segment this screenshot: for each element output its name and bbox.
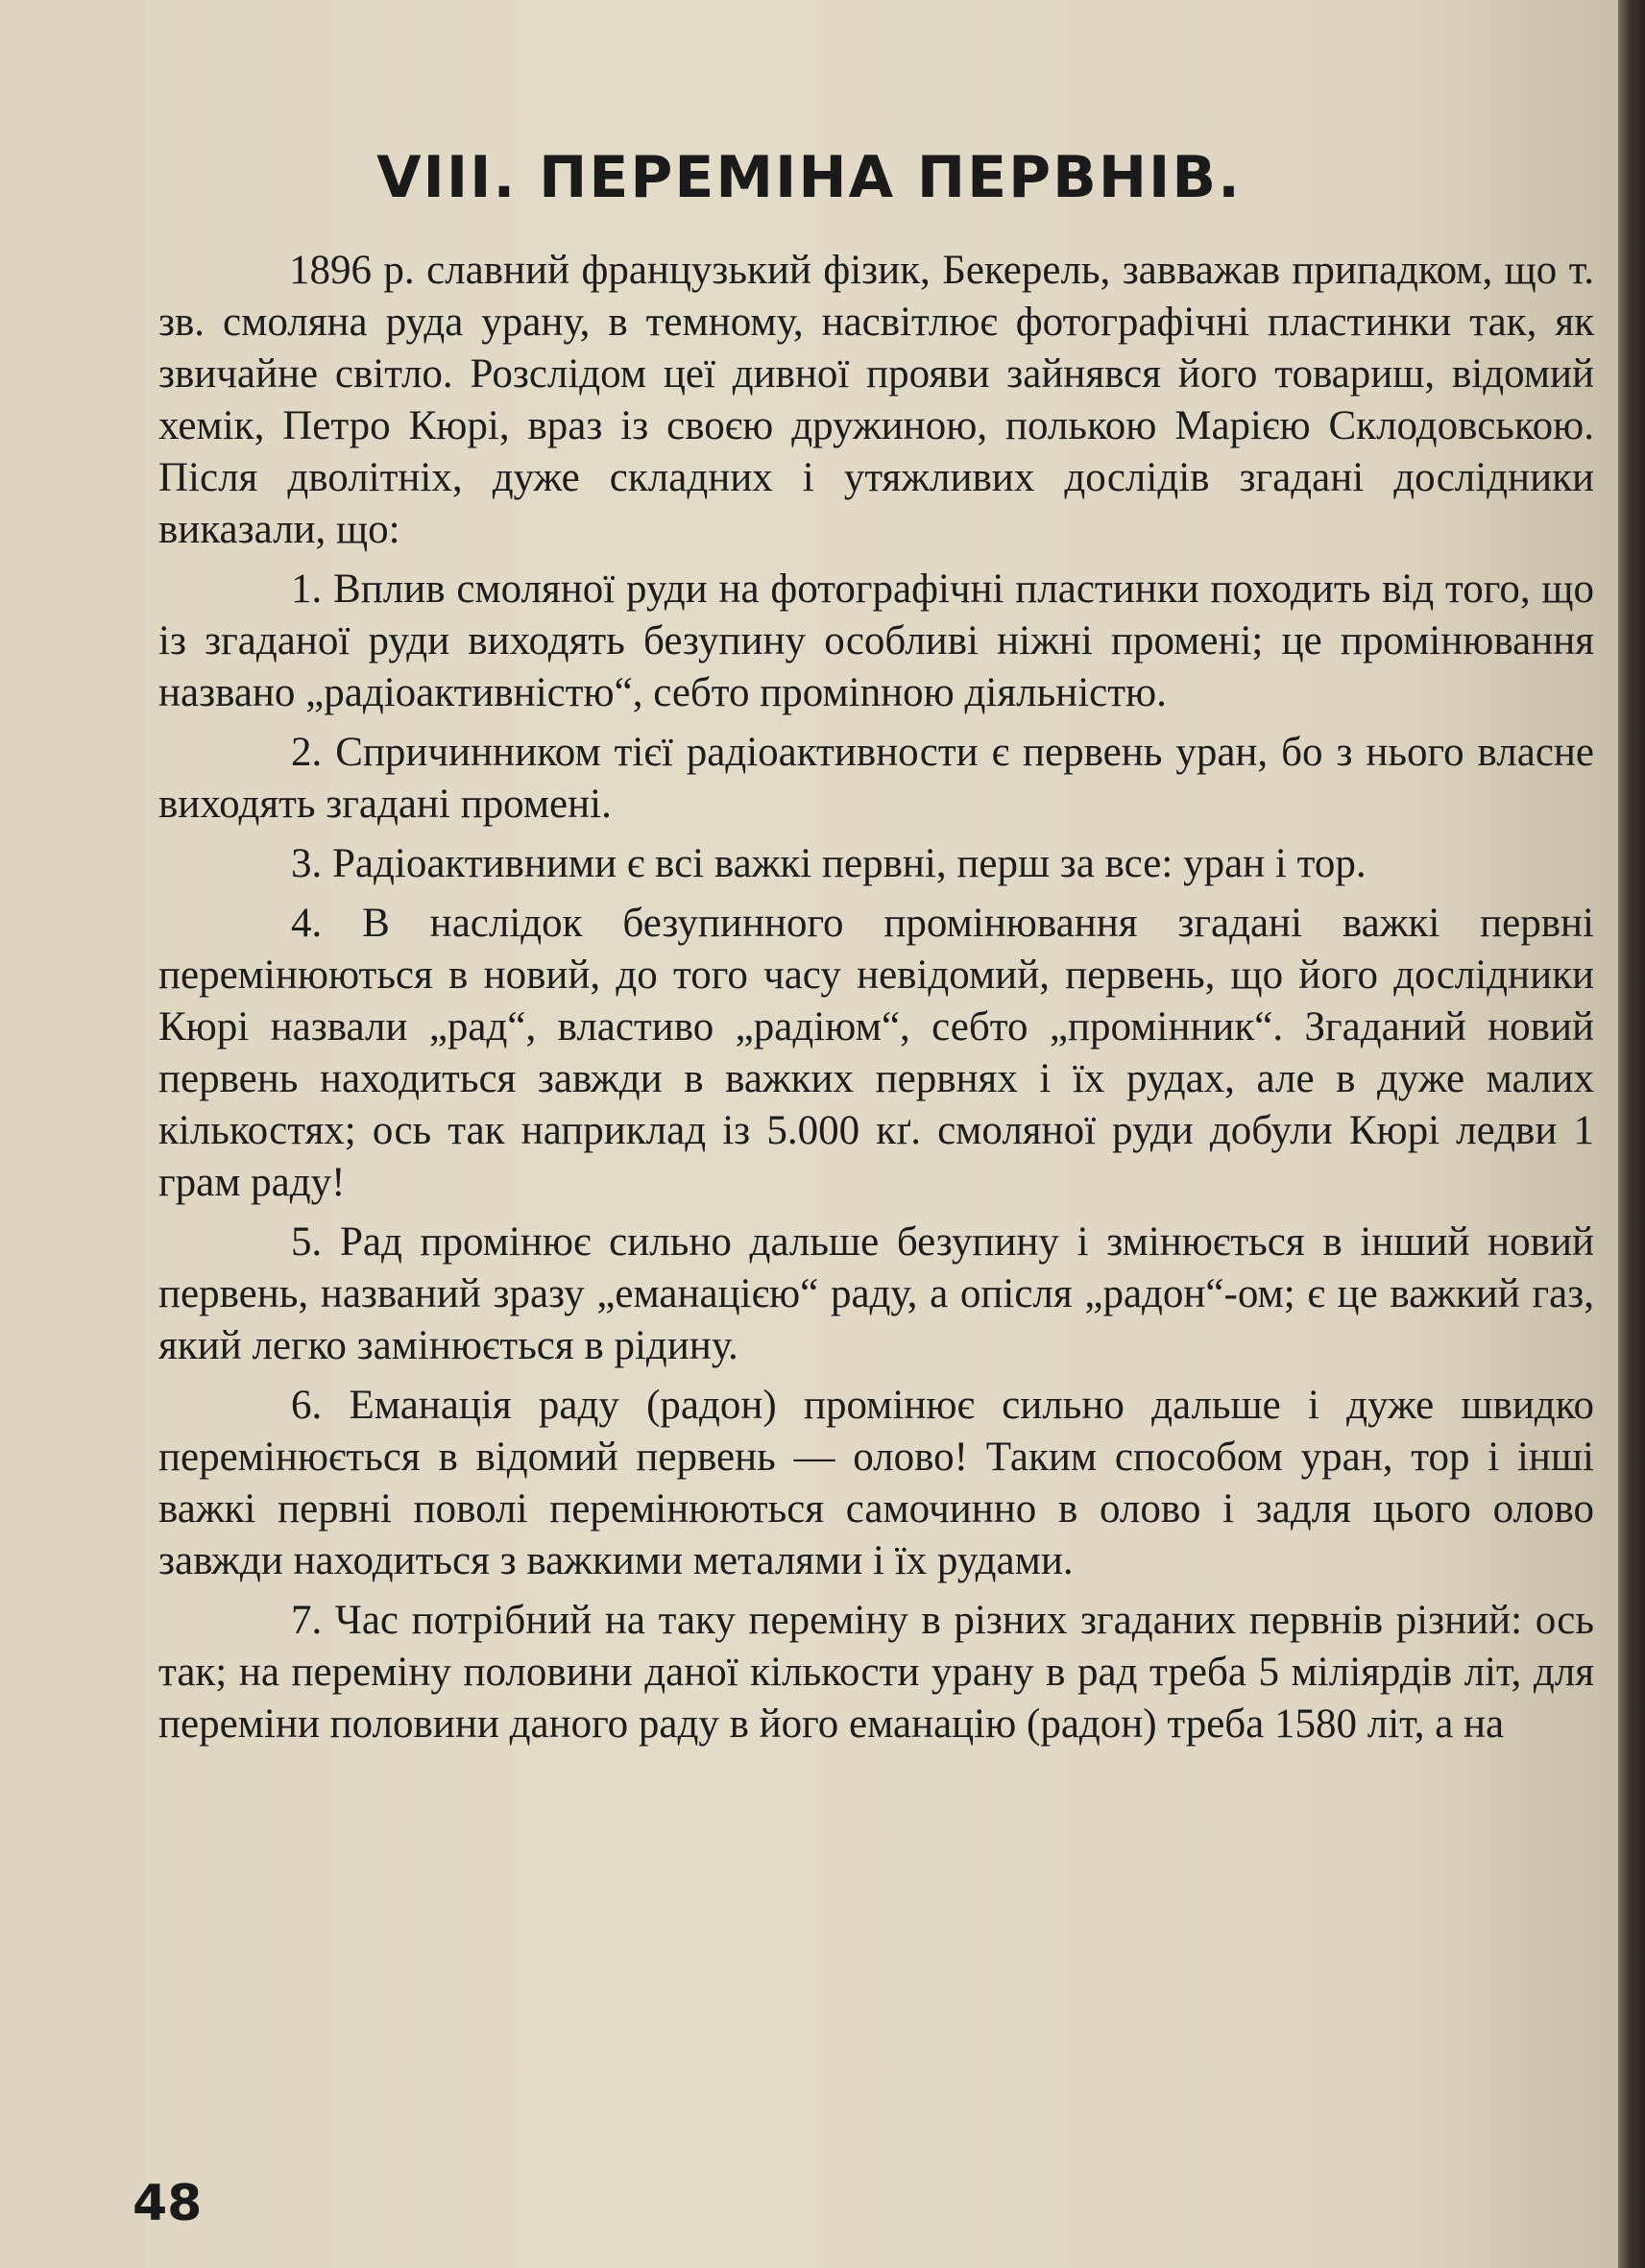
list-item: 6. Еманація раду (радон) промінює сильно дальше і дуже швидко перемінюється в відомий первень — олово! Таким способом уран, тор і інші важкі первні поволі перемінюються самочинно в олово і задля цього олово завжди находиться з важкими металями і їх рудами. [158,1383,1594,1583]
intro-paragraph: 1896 р. славний французький фізик, Бекерель, завважав припадком, що т. зв. смоляна руда урану, в темному, насвітлює фотографічні пластинки так, як звичайне світло. Розслідом цеї дивної прояви зайнявся його товариш, відомий хемік, Петро Кюрі, враз із своєю дружиною, полькою Марією Склодовською. Після дволітніх, дуже складних і утяжливих дослідів згадані дослідники виказали, що: [158,248,1594,552]
body-text [158,245,1594,1758]
list-item: 2. Спричинником тієї радіоактивности є первень уран, бо з нього власне виходять згадані промені. [158,730,1594,827]
chapter-title: VIII. ПЕРЕМІНА ПЕРВНІВ. [376,144,1242,211]
list-item: 3. Радіоактивними є всі важкі первні, перш за все: уран і тор. [291,841,1367,886]
list-item: 1. Вплив смоляної руди на фотографічні пластинки походить від того, що із згаданої руди виходять безупину особливі ніжні промені; це промінювання названо „радіоактивністю“, себто проміnною діяльністю. [158,567,1594,715]
book-spine-shadow [1618,0,1645,2268]
page-number: 48 [133,2175,203,2232]
list-item: 7. Час потрібний на таку переміну в різних згаданих первнів різний: ось так; на переміну половини даної кількости урану в рад треба 5 міліярдів літ, для переміни половини даного раду в його еманацію (радон) треба 1580 літ, а на [158,1598,1594,1747]
list-item: 4. В наслідок безупинного промінювання згадані важкі первні перемінюються в новий, до того часу невідомий, первень, що його дослідники Кюрі назвали „рад“, властиво „радіюм“, себто „промінник“. Згаданий новий первень находиться завжди в важких первнях і їх рудах, але в дуже малих кількостях; ось так наприклад із 5.000 кґ. смоляної руди добули Кюрі ледви 1 грам раду! [158,901,1594,1205]
list-item: 5. Рад промінює сильно дальше безупину і змінюється в інший новий первень, названий зразу „еманацією“ раду, а опісля „радон“-ом; є це важкий газ, який легко замінюється в рідину. [158,1219,1594,1368]
